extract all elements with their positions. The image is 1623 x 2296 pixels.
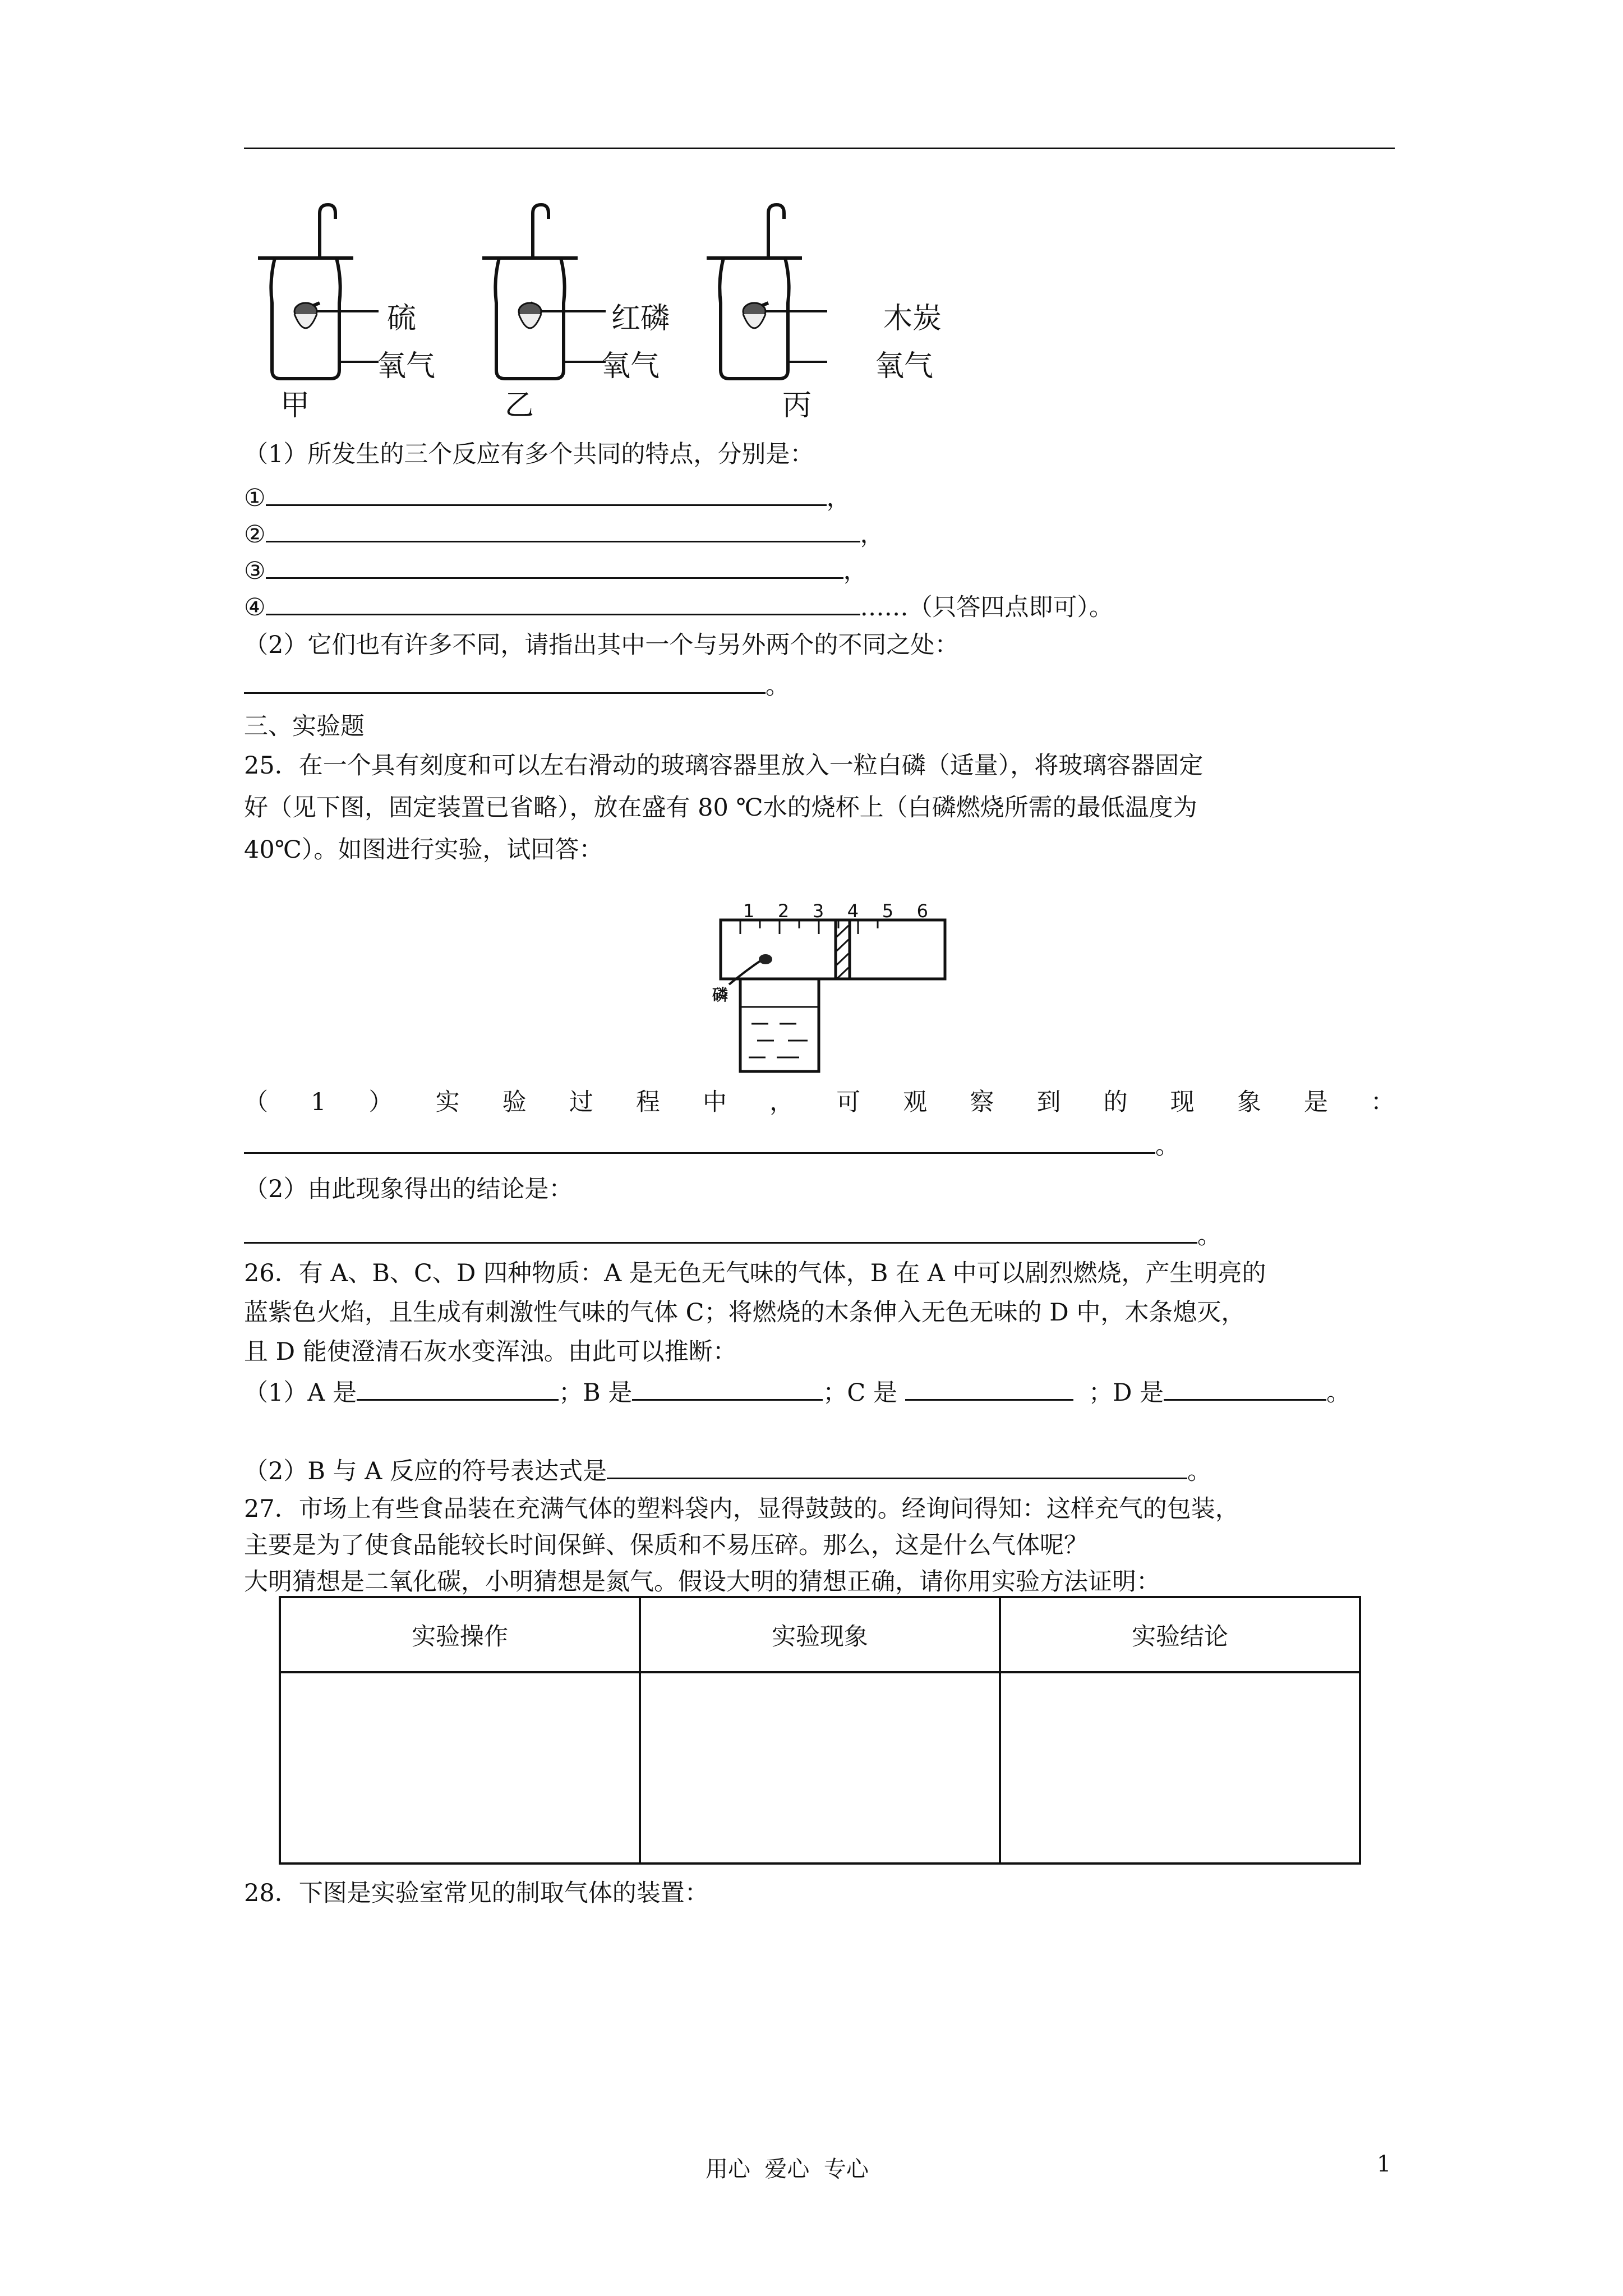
bottle-yi <box>482 205 578 379</box>
bottle-yi-gas: 氧气 <box>601 349 660 383</box>
footer-slogan: 用心 爱心 专心 <box>706 2156 869 2182</box>
bottle-jia-gas: 氧气 <box>377 349 436 383</box>
q27-line3: 大明猜想是二氧化碳，小明猜想是氮气。假设大明的猜想正确，请你用实验方法证明： <box>244 1568 1160 1596</box>
header-conclusion: 实验结论 <box>1000 1597 1360 1672</box>
q27-line1: 27．市场上有些食品装在充满气体的塑料袋内，显得鼓鼓的。经询问得知：这样充气的包装， <box>244 1495 1239 1523</box>
q26-fill: （1）A 是 ；B 是 ；C 是 ；D 是 。 <box>244 1374 1350 1410</box>
bottle-bing-name: 丙 <box>782 389 812 422</box>
q25-line2: 好（见下图，固定装置已省略），放在盛有 80 ℃水的烧杯上（白磷燃烧所需的最低温度为 <box>244 794 1197 822</box>
page-number: 1 <box>1377 2151 1391 2177</box>
answer-blank[interactable] <box>266 516 860 542</box>
answer-blank[interactable] <box>266 480 827 506</box>
bottle-yi-name: 乙 <box>505 389 534 422</box>
sliding-container-figure <box>707 898 953 1077</box>
answer-blank-a[interactable] <box>357 1374 559 1401</box>
q27-line2: 主要是为了使食品能较长时间保鲜、保质和不易压碎。那么，这是什么气体呢？ <box>244 1531 1088 1559</box>
cell-operation[interactable] <box>280 1672 640 1864</box>
bottle-jia-substance: 硫 <box>387 302 417 335</box>
q24-item-3: ③ ， <box>244 553 868 588</box>
scale-numbers: 1 2 3 4 5 6 <box>743 900 928 922</box>
answer-blank-c[interactable] <box>905 1374 1073 1401</box>
q24-item-1: ① ， <box>244 480 851 515</box>
section-title: 三、实验题 <box>244 712 365 740</box>
q24-part2: （2）它们也有许多不同，请指出其中一个与另外两个的不同之处： <box>244 631 959 659</box>
q26-line3: 且 D 能使澄清石灰水变浑浊。由此可以推断： <box>244 1338 737 1366</box>
bottle-yi-substance: 红磷 <box>611 302 670 335</box>
cell-conclusion[interactable] <box>1000 1672 1360 1864</box>
bottle-jia <box>258 205 353 379</box>
header-operation: 实验操作 <box>280 1597 640 1672</box>
bottle-bing <box>707 205 802 379</box>
header-rule <box>244 148 1395 149</box>
q26-line2: 蓝紫色火焰，且生成有刺激性气味的气体 C；将燃烧的木条伸入无色无味的 D 中，木条熄灭， <box>244 1299 1246 1327</box>
answer-blank-d[interactable] <box>1164 1374 1326 1401</box>
cell-phenomenon[interactable] <box>640 1672 1000 1864</box>
experiment-table <box>279 1596 1361 1865</box>
bottle-bing-substance: 木炭 <box>883 302 942 335</box>
q24-part2-answer: 。 <box>244 668 790 703</box>
q24-item-4: ④ ……（只答四点即可）。 <box>244 589 1113 624</box>
header-phenomenon: 实验现象 <box>640 1597 1000 1672</box>
q24-item-2: ② ， <box>244 516 884 551</box>
answer-blank[interactable] <box>266 553 843 579</box>
answer-blank[interactable] <box>266 589 860 615</box>
q28-line1: 28．下图是实验室常见的制取气体的装置： <box>244 1879 709 1907</box>
bottle-bing-gas: 氧气 <box>875 349 934 383</box>
q25-line1: 25．在一个具有刻度和可以左右滑动的玻璃容器里放入一粒白磷（适量），将玻璃容器固定 <box>244 752 1204 780</box>
q25-line3: 40℃）。如图进行实验，试回答： <box>244 836 603 864</box>
q25-part2-answer: 。 <box>244 1217 1221 1253</box>
answer-blank[interactable] <box>244 1128 1155 1154</box>
bottle-jia-name: 甲 <box>280 389 310 422</box>
q25-part2: （2）由此现象得出的结论是： <box>244 1175 573 1203</box>
answer-blank[interactable] <box>244 668 766 694</box>
answer-blank-b[interactable] <box>632 1374 823 1401</box>
phosphorus-label: 磷 <box>712 986 728 1004</box>
answer-blank[interactable] <box>607 1453 1187 1479</box>
answer-blank[interactable] <box>244 1217 1197 1244</box>
q25-part1: （ 1 ） 实 验 过 程 中 ， 可 观 察 到 的 现 象 是 ： <box>244 1088 1395 1116</box>
q26-line1: 26．有 A、B、C、D 四种物质：A 是无色无气味的气体，B 在 A 中可以剧烈燃烧，产生明亮的 <box>244 1259 1266 1287</box>
q26-part2: （2）B 与 A 反应的符号表达式是 。 <box>244 1453 1211 1488</box>
q25-part1-answer: 。 <box>244 1128 1179 1163</box>
q24-part1: （1）所发生的三个反应有多个共同的特点，分别是： <box>244 440 814 468</box>
